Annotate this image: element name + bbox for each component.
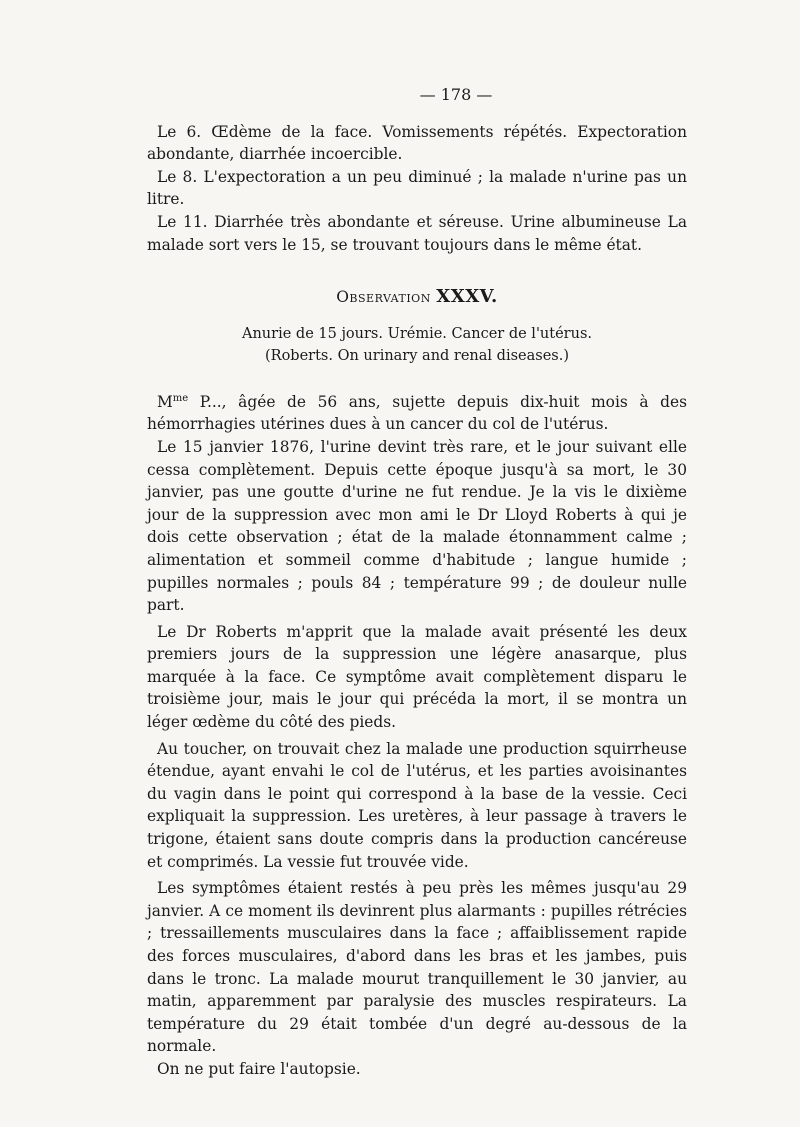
honorific-superscript: me (172, 392, 189, 404)
entry-day-6: Le 6. Œdème de la face. Vomissements répétés. Expectoration abondante, diarrhée incoercible. (147, 122, 687, 164)
page-number: — 178 — (419, 85, 493, 104)
entry-day-8: Le 8. L'expectoration a un peu diminué ; la malade n'urine pas un litre. (147, 167, 687, 209)
observation-number: XXXV. (436, 286, 498, 308)
entry-day-11: Le 11. Diarrhée très abondante et séreuse. Urine albumineuse La malade sort vers le 15, se trouvant toujours dans le même état. (147, 212, 687, 254)
observation-label: Observation (336, 288, 431, 307)
paragraph-symptoms: Les symptômes étaient restés à peu près les mêmes jusqu'au 29 janvier. A ce moment ils devinrent plus alarmants : pupilles rétrécies ; tressaillements musculaires dans la face ; affaiblissement rapide des forces musculaires, d'abord dans les bras et les jambes, puis dans le tronc. La malade mourut tranquillement le 30 janvier, au matin, apparemment par paralysie des muscles respirateurs. La température du 29 était tombée d'un degré au-dessous de la normale. (147, 879, 687, 1056)
observation-heading (147, 286, 687, 309)
page-content (147, 84, 687, 1081)
paragraph-patient (147, 391, 687, 436)
paragraph-patient-text: P..., âgée de 56 ans, sujette depuis dix-huit mois à des hémorrhagies utérines dues à un cancer du col de l'utérus. (147, 392, 687, 434)
paragraph-onset: Le 15 janvier 1876, l'urine devint très rare, et le jour suivant elle cessa complètement. Depuis cette époque jusqu'à sa mort, le 30 janvier, pas une goutte d'urine ne fut rendue. Je la vis le dixième jour de la suppression avec mon ami le Dr Lloyd Roberts à qui je dois cette observation ; état de la malade étonnamment calme ; alimentation et sommeil comme d'habitude ; langue humide ; pupilles normales ; pouls 84 ; température 99 ; de douleur nulle part. (147, 437, 687, 615)
paragraph-autopsy: On ne put faire l'autopsie. (157, 1059, 361, 1078)
honorific-prefix: M (157, 392, 173, 411)
paragraph-exam: Au toucher, on trouvait chez la malade une production squirrheuse étendue, ayant envahi le col de l'utérus, et les parties avoisinantes du vagin dans le point qui correspond à la base de la vessie. Ceci expliquait la suppression. Les uretères, à leur passage à travers le trigone, étaient sans doute compris dans la production cancéreuse et comprimés. La vessie fut trouvée vide. (147, 739, 687, 871)
observation-source: (Roberts. On urinary and renal diseases.) (265, 347, 569, 364)
paragraph-anasarca: Le Dr Roberts m'apprit que la malade avait présenté les deux premiers jours de la suppression une légère anasarque, plus marquée à la face. Ce symptôme avait complètement disparu le troisième jour, mais le jour qui précéda la mort, il se montra un léger œdème du côté des pieds. (147, 622, 687, 732)
observation-subtitle: Anurie de 15 jours. Urémie. Cancer de l'utérus. (242, 325, 592, 342)
